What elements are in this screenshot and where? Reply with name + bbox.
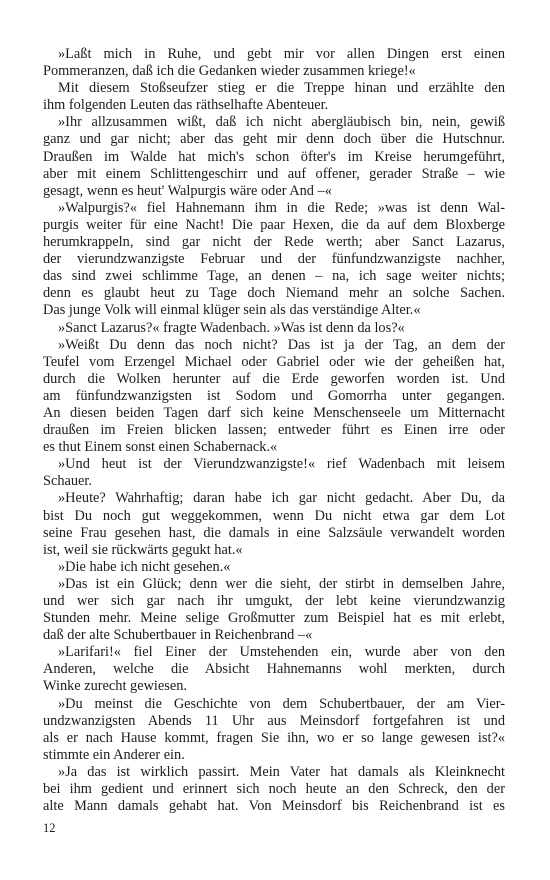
text-line: Draußen im Walde hat mich's schon öfter's im Kreise herumgeführt,	[43, 148, 505, 165]
text-line: aber mit einem Schlittengeschirr und auf offener, gerader Straße – wie	[43, 165, 505, 182]
text-line: undzwanzigsten Abends 11 Uhr aus Meinsdorf fortgefahren ist und	[43, 712, 505, 729]
text-line: durch die Wolken herunter auf die Erde geworfen worden ist. Und	[43, 370, 505, 387]
text-line: »Sanct Lazarus?« fragte Wadenbach. »Was ist denn da los?«	[58, 319, 405, 336]
text-line: am fünfundzwanzigsten ist Sodom und Gomorrha unter gegangen.	[43, 387, 505, 404]
text-line: seine Frau gesehen hast, die damals in eine Salzsäule verwandelt worden	[43, 524, 505, 541]
text-line: »Die habe ich nicht gesehen.«	[58, 558, 231, 575]
text-line: bei ihm gedient und erinnert sich noch heute an den Schreck, den der	[43, 781, 505, 798]
text-line: denn es glaubt heut zu Tage doch Niemand mehr an solche Sachen.	[43, 285, 505, 302]
text-line: alte Mann damals gehabt hat. Von Meinsdorf bis Reichenbrand ist es	[43, 798, 505, 815]
page-body	[43, 46, 505, 815]
text-line: stimmte ein Anderer ein.	[43, 746, 185, 763]
text-line: draußen im Freien blicken lassen; entweder führt es Einen irre oder	[43, 422, 505, 439]
text-line: Schauer.	[43, 473, 92, 490]
text-line: als er nach Hause kommt, fragen Sie ihn, wo er so lange gewesen ist?«	[43, 729, 505, 746]
text-line: »Ihr allzusammen wißt, daß ich nicht abergläubisch bin, nein, gewiß	[58, 114, 505, 131]
text-line: An diesen beiden Tagen darf sich keine Menschenseele um Mitternacht	[43, 404, 505, 421]
text-line: Anderen, welche die Absicht Hahnemanns wohl merkten, durch	[43, 661, 505, 678]
page-number: 12	[43, 821, 56, 835]
text-line: das sind zwei schlimme Tage, an denen – na, ich sage weiter nichts;	[43, 268, 505, 285]
text-line: »Laßt mich in Ruhe, und gebt mir vor allen Dingen erst einen	[58, 46, 505, 62]
text-line: daß der alte Schubertbauer in Reichenbrand –«	[43, 627, 313, 644]
text-line: »Walpurgis?« fiel Hahnemann ihm in die Rede; »was ist denn Wal-	[58, 199, 505, 216]
text-line: Das junge Volk will einmal klüger sein als das verständige Alter.«	[43, 302, 421, 319]
text-line: herumkrappeln, sind gar nicht der Rede werth; aber Sanct Lazarus,	[43, 234, 505, 251]
text-line: es thut Einem sonst einen Schabernack.«	[43, 439, 278, 456]
text-line: ist, weil sie rückwärts gegukt hat.«	[43, 541, 243, 558]
text-line: Stunden mehr. Meine selige Großmutter zum Beispiel hat es mit erlebt,	[43, 610, 505, 627]
text-line: gesagt, wenn es heut' Walpurgis wäre oder And –«	[43, 182, 332, 199]
text-line: Winke zurecht gewiesen.	[43, 678, 187, 695]
text-line: bist Du noch gut weggekommen, wenn Du nicht etwa gar dem Lot	[43, 507, 505, 524]
text-line: der vierundzwanzigste Februar und der fünfundzwanzigste nachher,	[43, 251, 505, 268]
text-line: »Ja das ist wirklich passirt. Mein Vater hat damals als Kleinknecht	[58, 763, 505, 780]
text-line: Teufel vom Erzengel Michael oder Gabriel oder wie der geheißen hat,	[43, 353, 505, 370]
text-line: ihm folgenden Leuten das räthselhafte Abenteuer.	[43, 97, 329, 114]
text-line: und wer sich gar nach ihr umgukt, der lebt keine vierundzwanzig	[43, 593, 505, 609]
text-line: »Und heut ist der Vierundzwanzigste!« rief Wadenbach mit leisem	[58, 456, 505, 473]
text-line: Pommeranzen, daß ich die Gedanken wieder zusammen kriege!«	[43, 63, 416, 80]
text-line: »Das ist ein Glück; denn wer die sieht, der stirbt in demselben Jahre,	[58, 575, 505, 592]
text-line: »Du meinst die Geschichte von dem Schubertbauer, der am Vier-	[58, 695, 505, 712]
text-line: »Heute? Wahrhaftig; daran habe ich gar nicht gedacht. Aber Du, da	[58, 490, 505, 507]
text-line: »Weißt Du denn das noch nicht? Das ist ja der Tag, an dem der	[58, 336, 505, 353]
text-line: »Larifari!« fiel Einer der Umstehenden ein, wurde aber von den	[58, 644, 505, 661]
text-line: purgis weiter für eine Nacht! Die paar Hexen, die da auf dem Bloxberge	[43, 216, 505, 233]
text-line: ganz und gar nicht; aber das geht mir denn doch über die Hutschnur.	[43, 131, 505, 148]
text-line: Mit diesem Stoßseufzer stieg er die Treppe hinan und erzählte den	[58, 80, 505, 97]
